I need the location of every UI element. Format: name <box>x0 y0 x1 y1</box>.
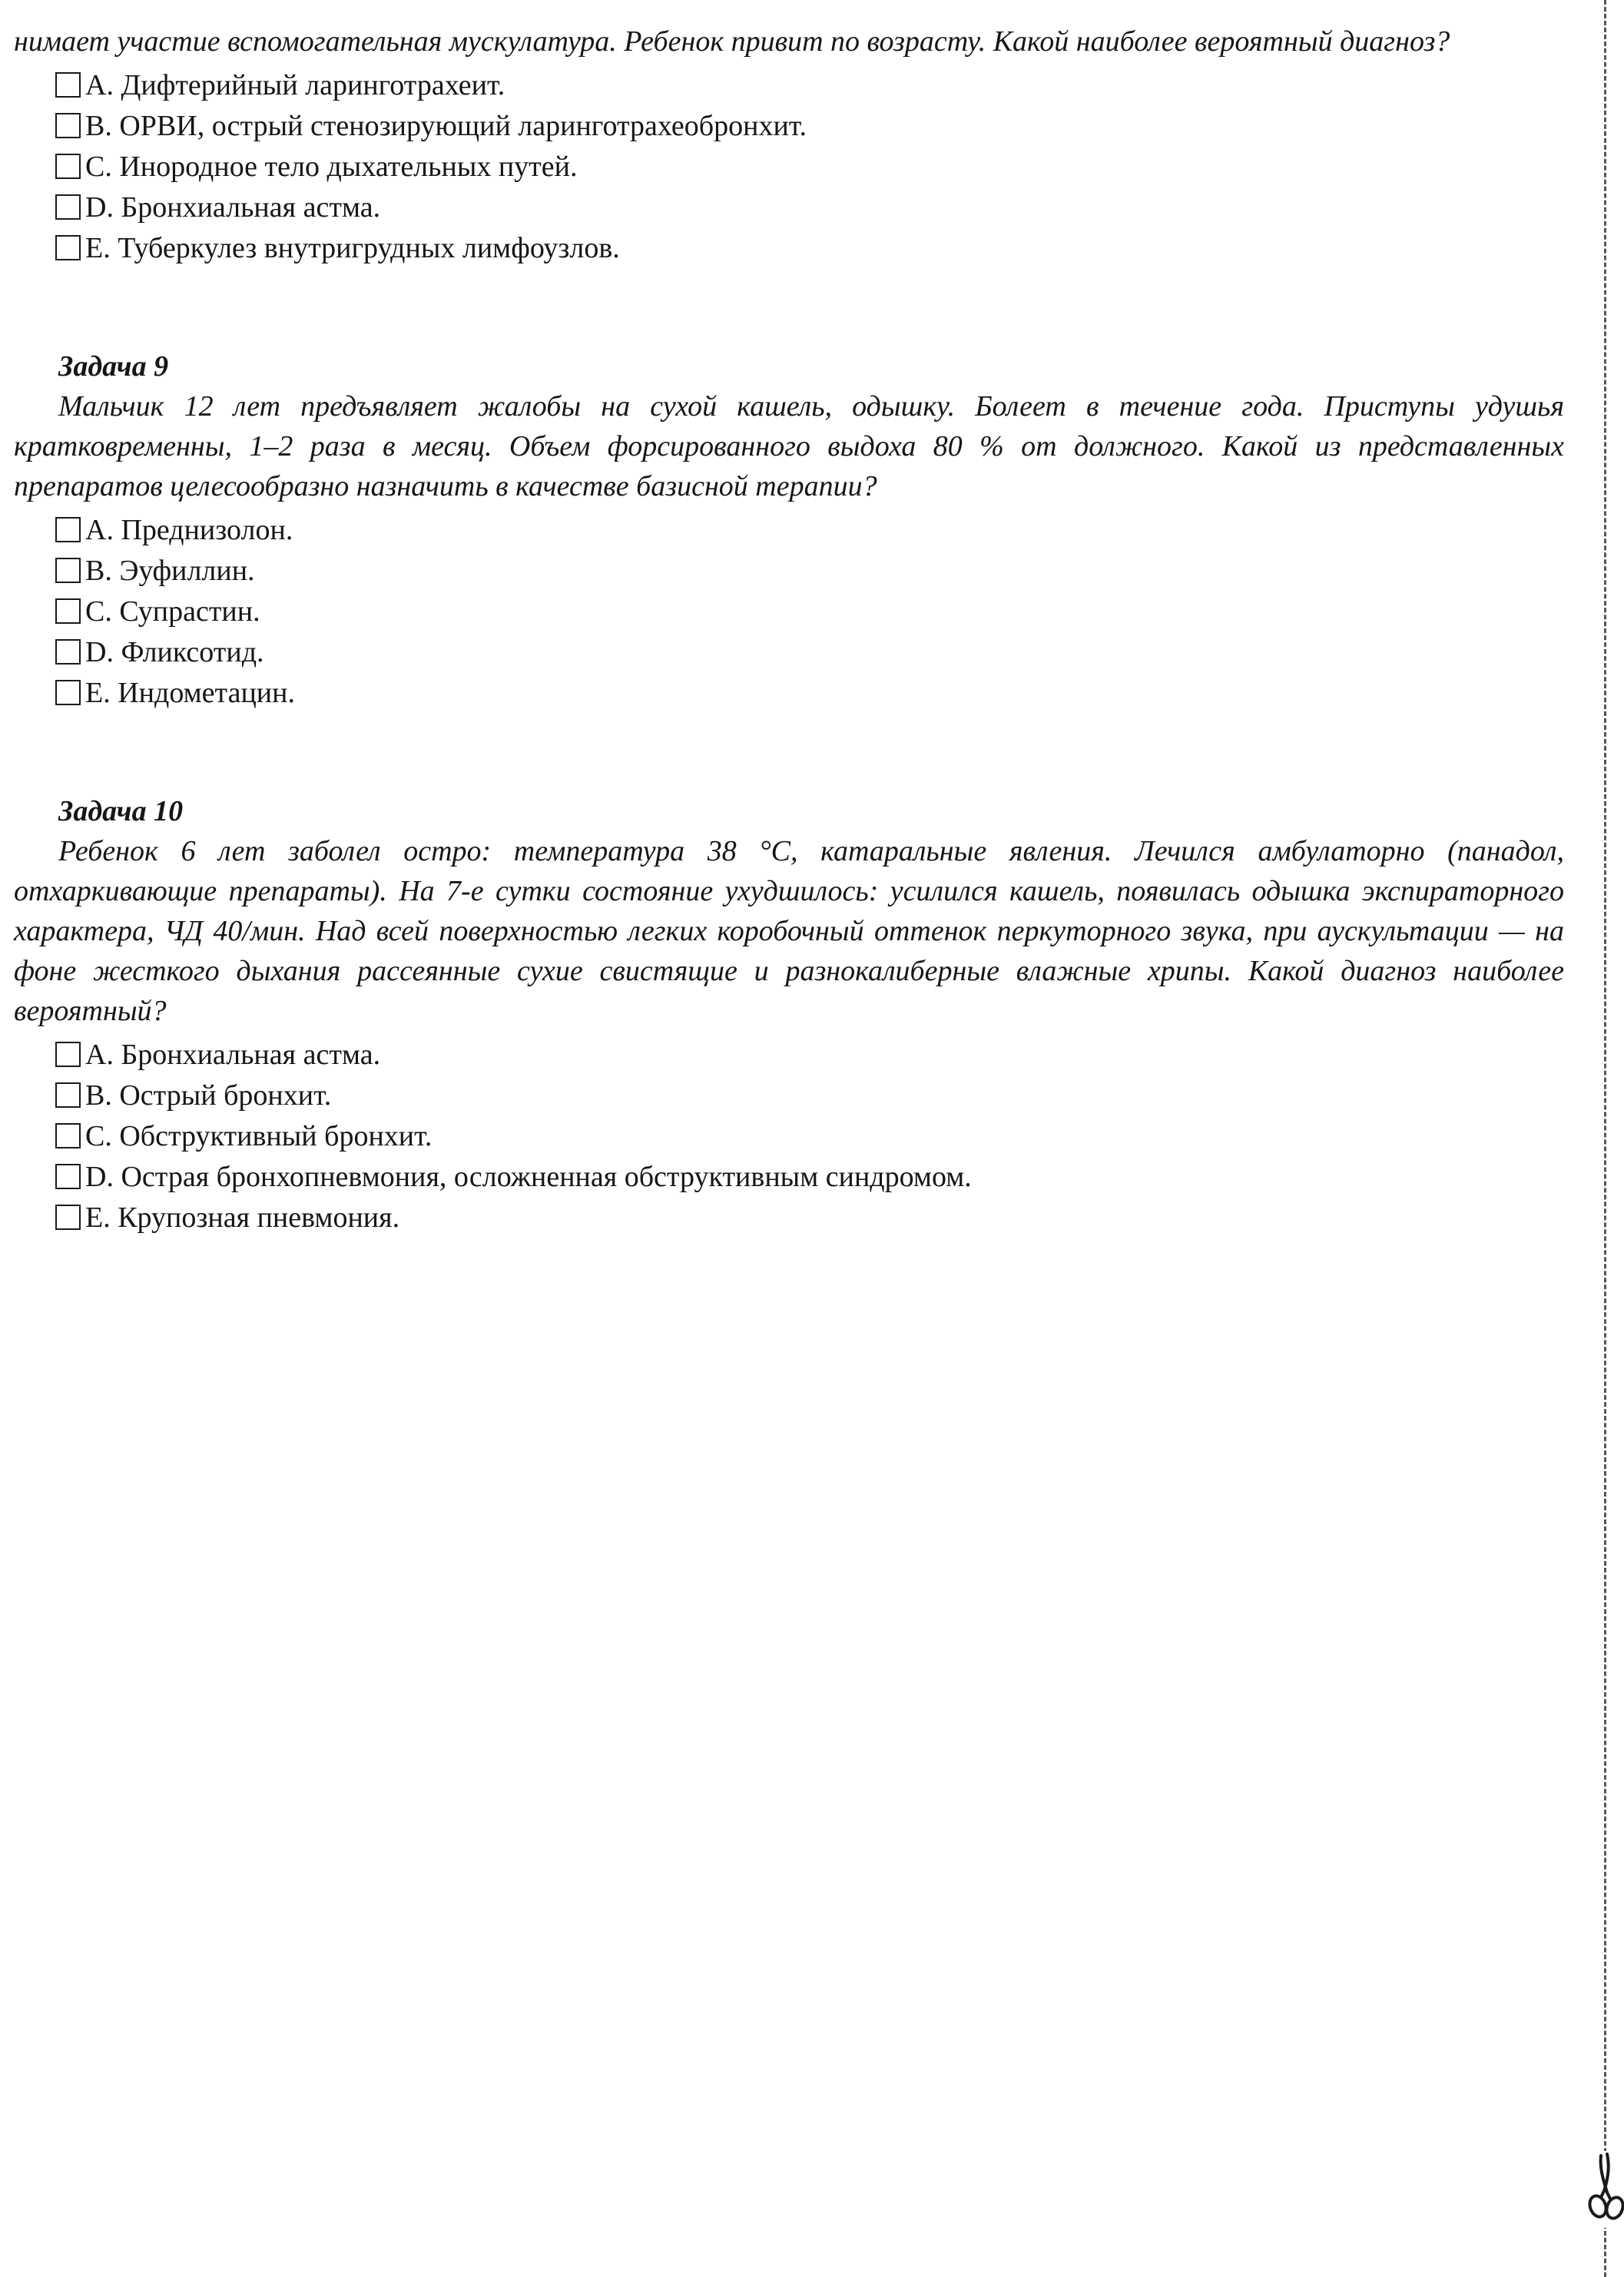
checkbox-empty-icon[interactable] <box>55 639 81 665</box>
task-8-option-d[interactable] <box>14 187 1564 227</box>
dashed-cut-line <box>1604 0 1606 2277</box>
checkbox-empty-icon[interactable] <box>55 235 81 260</box>
option-label: A. Дифтерийный ларинготрахеит. <box>85 68 505 101</box>
option-label: B. ОРВИ, острый стенозирующий ларинготрахеобронхит. <box>85 109 807 142</box>
spacer <box>14 713 1564 791</box>
option-label: B. Эуфиллин. <box>85 554 255 587</box>
task-8-option-c[interactable] <box>14 146 1564 187</box>
task-9-question-text: Мальчик 12 лет предъявляет жалобы на сухой кашель, одышку. Болеет в течение года. Приступы удушья кратковременны, 1–2 раза в месяц. Объем форсированного выдоха 80 % от должного. Какой из представленных препаратов целесообразно назначить в качестве базисной терапии? <box>14 390 1564 502</box>
task-8-continuation <box>14 22 1564 268</box>
option-label: A. Преднизолон. <box>85 513 293 546</box>
task-8-option-b[interactable] <box>14 105 1564 146</box>
task-10-option-a[interactable] <box>14 1034 1564 1075</box>
task-8-question-text: нимает участие вспомогательная мускулатура. Ребенок привит по возрасту. Какой наиболее вероятный диагноз? <box>14 25 1450 58</box>
task-10-option-d[interactable] <box>14 1156 1564 1197</box>
option-label: E. Крупозная пневмония. <box>85 1201 400 1234</box>
checkbox-empty-icon[interactable] <box>55 1082 81 1108</box>
checkbox-empty-icon[interactable] <box>55 598 81 624</box>
task-10-options <box>14 1034 1564 1238</box>
task-9-option-e[interactable] <box>14 672 1564 713</box>
task-9-option-c[interactable] <box>14 591 1564 631</box>
option-label: C. Супрастин. <box>85 595 260 628</box>
task-8-option-a[interactable] <box>14 65 1564 105</box>
task-9-option-b[interactable] <box>14 550 1564 591</box>
checkbox-empty-icon[interactable] <box>55 1123 81 1148</box>
checkbox-empty-icon[interactable] <box>55 194 81 220</box>
task-10-option-b[interactable] <box>14 1075 1564 1115</box>
option-label: E. Индометацин. <box>85 676 295 709</box>
option-label: A. Бронхиальная астма. <box>85 1038 381 1071</box>
task-10 <box>14 791 1564 1238</box>
option-label: D. Острая бронхопневмония, осложненная обструктивным синдромом. <box>85 1160 972 1193</box>
option-label: E. Туберкулез внутригрудных лимфоузлов. <box>85 231 620 264</box>
scissors-icon <box>1584 2151 1624 2228</box>
checkbox-empty-icon[interactable] <box>55 1042 81 1067</box>
spacer <box>14 268 1564 346</box>
task-10-question-text: Ребенок 6 лет заболел остро: температура 38 °C, катаральные явления. Лечился амбулаторно (панадол, отхаркивающие препараты). На 7-е сутки состояние ухудшилось: усилился кашель, появилась одышка экспираторного характера, ЧД 40/мин. Над всей поверхностью легких коробочный оттенок перкуторного звука, при аускультации — на фоне жесткого дыхания рассеянные сухие свистящие и разнокалиберные влажные хрипы. Какой диагноз наиболее вероятный? <box>14 835 1564 1027</box>
task-9-option-a[interactable] <box>14 509 1564 550</box>
task-9-title: Задача 9 <box>58 350 169 383</box>
checkbox-empty-icon[interactable] <box>55 517 81 542</box>
task-8-options <box>14 65 1564 268</box>
option-label: D. Фликсотид. <box>85 635 264 668</box>
option-label: D. Бронхиальная астма. <box>85 191 381 224</box>
task-9 <box>14 346 1564 713</box>
checkbox-empty-icon[interactable] <box>55 72 81 98</box>
task-10-option-e[interactable] <box>14 1197 1564 1238</box>
option-label: C. Обструктивный бронхит. <box>85 1119 433 1152</box>
checkbox-empty-icon[interactable] <box>55 1205 81 1230</box>
checkbox-empty-icon[interactable] <box>55 154 81 179</box>
content-area <box>14 22 1564 1238</box>
option-label: C. Инородное тело дыхательных путей. <box>85 150 578 183</box>
checkbox-empty-icon[interactable] <box>55 1164 81 1189</box>
task-8-option-e[interactable] <box>14 227 1564 268</box>
checkbox-empty-icon[interactable] <box>55 558 81 583</box>
task-9-option-d[interactable] <box>14 631 1564 672</box>
checkbox-empty-icon[interactable] <box>55 113 81 138</box>
checkbox-empty-icon[interactable] <box>55 680 81 705</box>
task-10-title: Задача 10 <box>58 795 184 827</box>
option-label: B. Острый бронхит. <box>85 1079 332 1112</box>
task-10-option-c[interactable] <box>14 1115 1564 1156</box>
task-9-options <box>14 509 1564 713</box>
